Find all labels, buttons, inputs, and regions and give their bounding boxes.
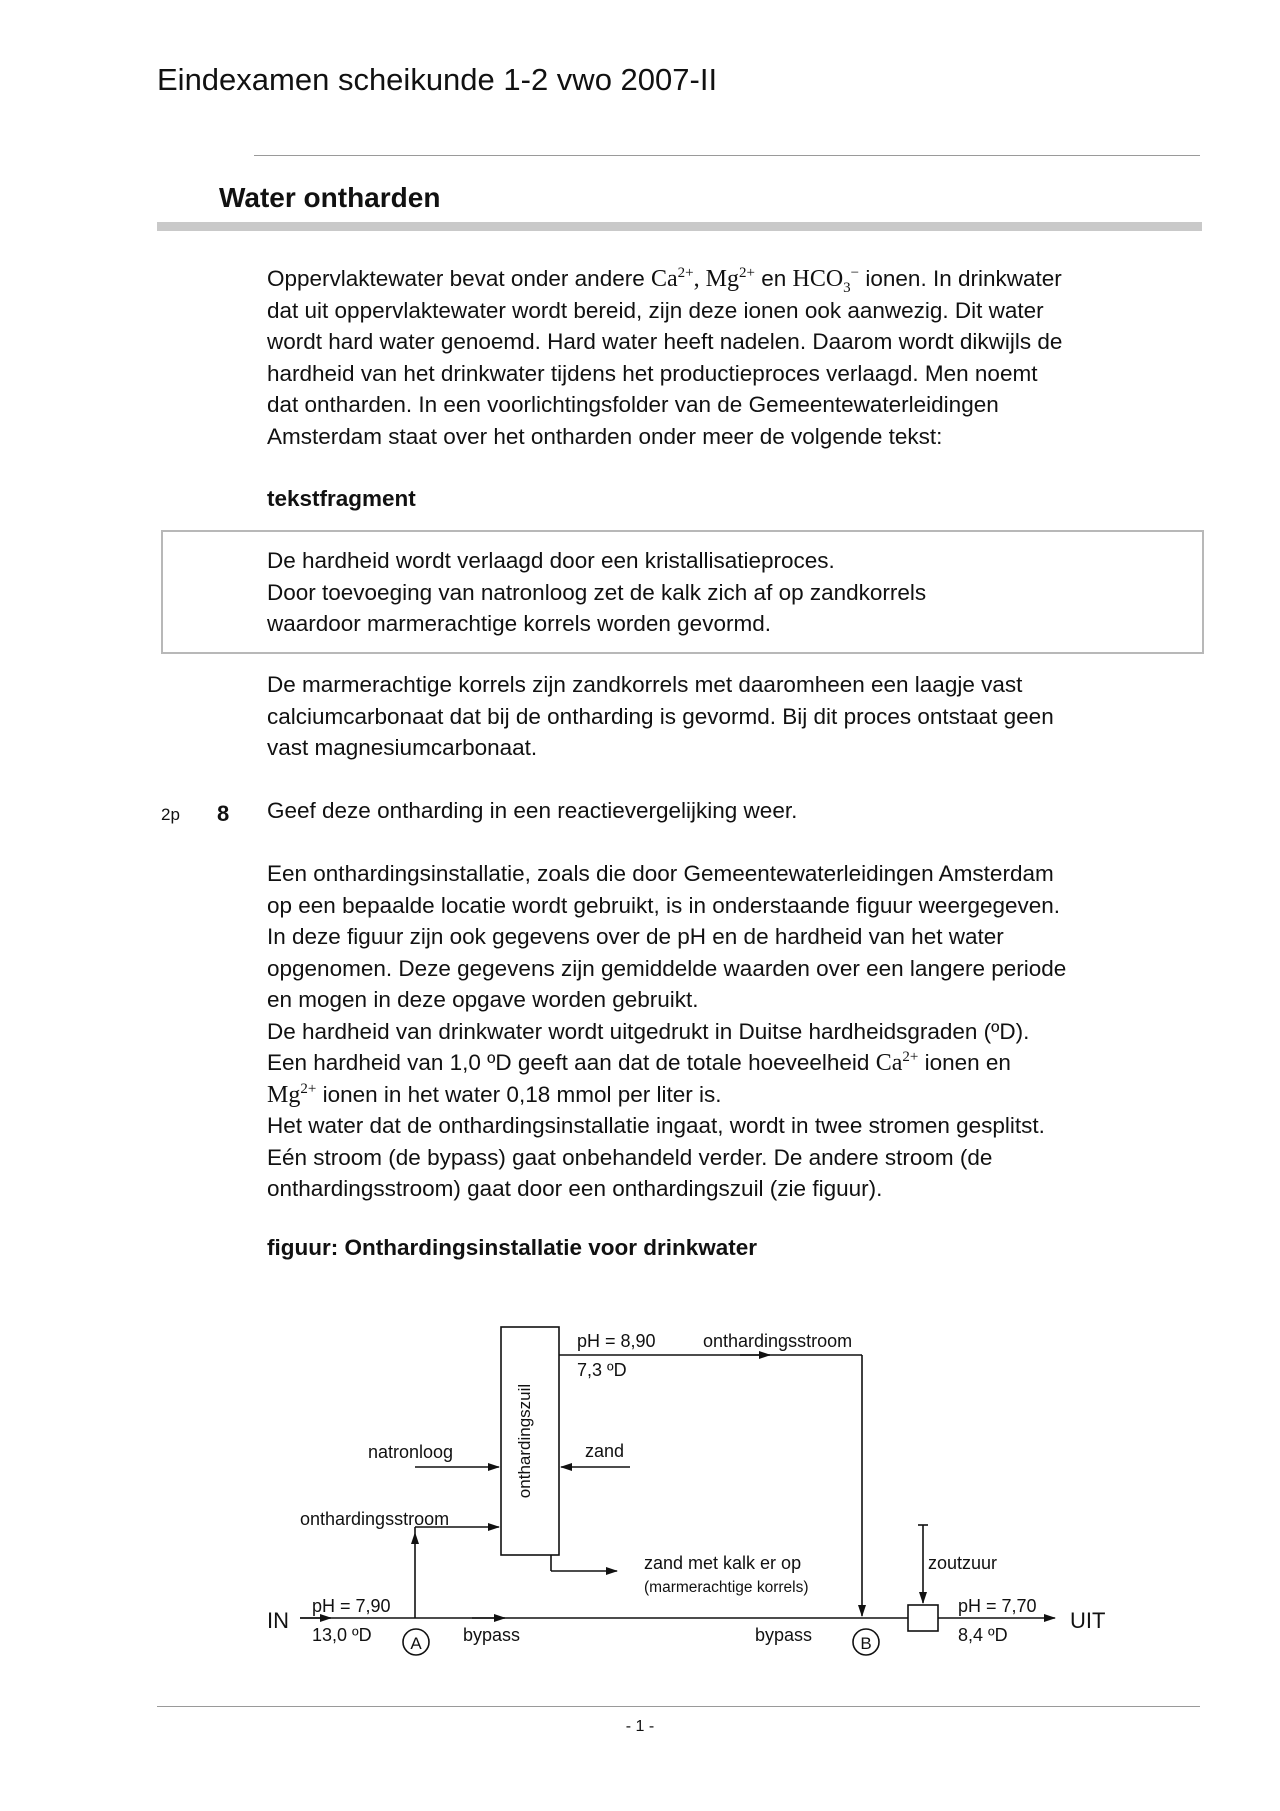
in-hardness: 13,0 ºD <box>312 1625 372 1645</box>
paragraph-line: opgenomen. Deze gegevens zijn gemiddelde waarden over een langere periode <box>267 955 1067 981</box>
mg-ion: $Mg^{2+}$ <box>267 1080 317 1108</box>
footer-divider <box>157 1706 1200 1707</box>
top-stream-label: onthardingsstroom <box>703 1331 853 1351</box>
intro-line: Amsterdam staat over het ontharden onder meer de volgende tekst: <box>267 423 943 449</box>
fragment-line: waardoor marmerachtige korrels worden gevormd. <box>267 611 771 636</box>
fragment-line: De hardheid wordt verlaagd door een kristallisatieproces. <box>267 548 835 573</box>
point-b-label: B <box>860 1634 872 1653</box>
paragraph-line: calciumcarbonaat dat bij de ontharding is gevormd. Bij dit proces ontstaat geen <box>267 703 1054 729</box>
page-number: - 1 - <box>625 1718 655 1735</box>
paragraph-line: Eén stroom (de bypass) gaat onbehandeld verder. De andere stroom (de <box>267 1144 993 1170</box>
intro-line: dat uit oppervlaktewater wordt bereid, zijn deze ionen ook aanwezig. Dit water <box>267 297 1044 323</box>
paragraph-line: onthardingsstroom) gaat door een onthardingszuil (zie figuur). <box>267 1176 883 1201</box>
out-hardness: 8,4 ºD <box>958 1625 1008 1645</box>
intro-text-a: Oppervlaktewater bevat onder andere <box>267 266 651 291</box>
paragraph-line: In deze figuur zijn ook gegevens over de pH en de hardheid van het water <box>267 924 1004 949</box>
intro-en: en <box>761 266 787 291</box>
fragment-line: Door toevoeging van natronloog zet de kalk zich af op zandkorrels <box>267 579 927 605</box>
natronloog-label: natronloog <box>368 1442 454 1462</box>
paragraph-line: Het water dat de onthardingsinstallatie ingaat, wordt in twee stromen gesplitst. <box>267 1113 1045 1138</box>
out-ph: pH = 7,70 <box>958 1596 1037 1616</box>
hco3-ion: $HCO_3^-$ <box>792 265 860 296</box>
acid-mixer <box>908 1605 938 1631</box>
marble-grains-label: (marmerachtige korrels) <box>644 1579 809 1596</box>
exam-title: Eindexamen scheikunde 1-2 vwo 2007-II <box>157 62 718 97</box>
sand-lime-label: zand met kalk er op <box>644 1553 802 1573</box>
figure-caption: figuur: Onthardingsinstallatie voor drinkwater <box>267 1235 758 1260</box>
paragraph-line: vast magnesiumcarbonaat. <box>267 735 538 760</box>
section-title: Water ontharden <box>219 182 441 213</box>
bypass-label-right: bypass <box>755 1625 813 1645</box>
question-number: 8 <box>217 801 230 826</box>
in-ph: pH = 7,90 <box>312 1596 391 1616</box>
paragraph-line: op een bepaalde locatie wordt gebruikt, is in onderstaande figuur weergegeven. <box>267 892 1061 918</box>
intro-line: hardheid van het drinkwater tijdens het productieproces verlaagd. Men noemt <box>267 360 1038 386</box>
paragraph-line: $Mg^{2+}$ ionen in het water 0,18 mmol per liter is. <box>267 1080 722 1108</box>
intro-line: wordt hard water genoemd. Hard water heeft nadelen. Daarom wordt dikwijls de <box>267 329 1063 354</box>
ca-ion: $Ca^{2+}$ <box>875 1049 919 1076</box>
sand-label: zand <box>585 1441 625 1461</box>
ca-ion: $Ca^{2+}$, $Mg^{2+}$ <box>650 265 755 292</box>
left-stream-label: onthardingsstroom <box>300 1509 450 1529</box>
point-a-label: A <box>410 1634 422 1653</box>
column-label: onthardingszuil <box>515 1383 534 1499</box>
question-text: Geef deze ontharding in een reactievergelijking weer. <box>267 798 798 823</box>
hydrochloric-acid-label: zoutzuur <box>928 1553 998 1573</box>
intro-text-b: ionen. In drinkwater <box>859 266 1062 291</box>
paragraph-line: Een hardheid van 1,0 ºD geeft aan dat de totale hoeveelheid $Ca^{2+}$ ionen en <box>267 1049 1011 1076</box>
out-label: UIT <box>1070 1608 1106 1633</box>
paragraph-line: Een onthardingsinstallatie, zoals die door Gemeentewaterleidingen Amsterdam <box>267 861 1054 886</box>
fragment-label: tekstfragment <box>267 486 416 511</box>
bypass-label-left: bypass <box>463 1625 521 1645</box>
question-points: 2p <box>161 805 180 824</box>
top-hardness: 7,3 ºD <box>577 1360 627 1380</box>
paragraph-line: en mogen in deze opgave worden gebruikt. <box>267 987 699 1012</box>
in-label: IN <box>267 1608 289 1633</box>
intro-line: dat ontharden. In een voorlichtingsfolder van de Gemeentewaterleidingen <box>267 392 999 417</box>
paragraph-line: De hardheid van drinkwater wordt uitgedrukt in Duitse hardheidsgraden (ºD). <box>267 1018 1030 1044</box>
top-ph: pH = 8,90 <box>577 1331 656 1351</box>
paragraph-line: De marmerachtige korrels zijn zandkorrels met daaromheen een laagje vast <box>267 672 1023 697</box>
